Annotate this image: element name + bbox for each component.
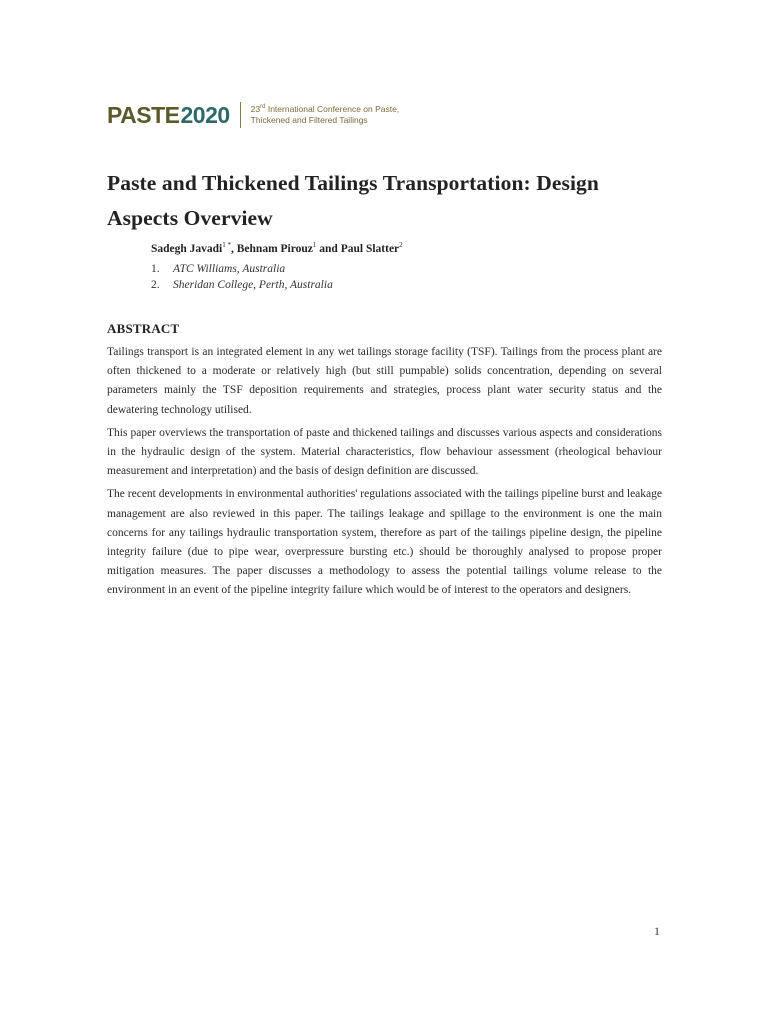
conference-logo [107,101,230,128]
conference-number: 23 [250,104,261,114]
affiliation-text: ATC Williams, Australia [173,263,286,275]
logo-word: PASTE [107,101,180,128]
conference-line-2: Thickened and Filtered Tailings [250,115,368,125]
author-name: Paul Slatter [340,242,400,255]
page-number: 1 [654,924,660,938]
abstract-body [107,343,662,605]
paper-title: Paste and Thickened Tailings Transportation: Design Aspects Overview [107,171,599,230]
conference-line-1 [251,104,400,115]
affiliation-list [151,261,333,293]
author-list [151,241,403,255]
conference-name [251,104,400,126]
affiliation-item [151,261,333,277]
conference-line-1-text: International Conference on Paste, [265,104,400,114]
author-separator: and [316,242,341,255]
author-mark: 1 [312,241,317,249]
abstract-paragraph: Tailings transport is an integrated element in any wet tailings storage facility (TSF). Tailings from the process plant are often thickened to a moderate or relatively high (but still pumpable) solids concentration, depending on several parameters mainly the TSF deposition requirements and strategies, process plant water security status and the dewatering technology utilised. [107,346,662,416]
conference-banner [107,100,399,130]
logo-year: 2020 [180,101,230,128]
affiliation-text: Sheridan College, Perth, Australia [173,279,333,291]
abstract-paragraph: The recent developments in environmental authorities' regulations associated with the tailings pipeline burst and leakage management are also reviewed in this paper. The tailings leakage and spillage to the environment is one the main concerns for any tailings hydraulic transportation system, therefore as part of the tailings pipeline design, the pipeline integrity failure (due to pipe wear, overpressure bursting etc.) should be thoroughly analysed to propose proper mitigation measures. The paper discusses a methodology to assess the potential tailings volume release to the environment in an event of the pipeline integrity failure which would be of interest to the operators and designers. [107,488,662,597]
affiliation-item [151,277,333,293]
author-separator: , [231,242,237,255]
affiliation-number: 1. [151,263,160,275]
affiliation-number: 2. [151,279,160,291]
abstract-heading: ABSTRACT [107,321,180,336]
abstract-paragraph: This paper overviews the transportation of paste and thickened tailings and discusses various aspects and considerations in the hydraulic design of the system. Material characteristics, flow behaviour assessment (rheological behaviour measurement and interpretation) and the basis of design definition are discussed. [107,426,662,478]
author-name: Behnam Pirouz [236,242,313,255]
author-name: Sadegh Javadi [151,242,223,255]
conference-ordinal: rd [260,104,266,111]
author-mark: 1 * [222,241,232,249]
author-mark: 2 [399,241,403,249]
banner-divider [240,102,241,128]
